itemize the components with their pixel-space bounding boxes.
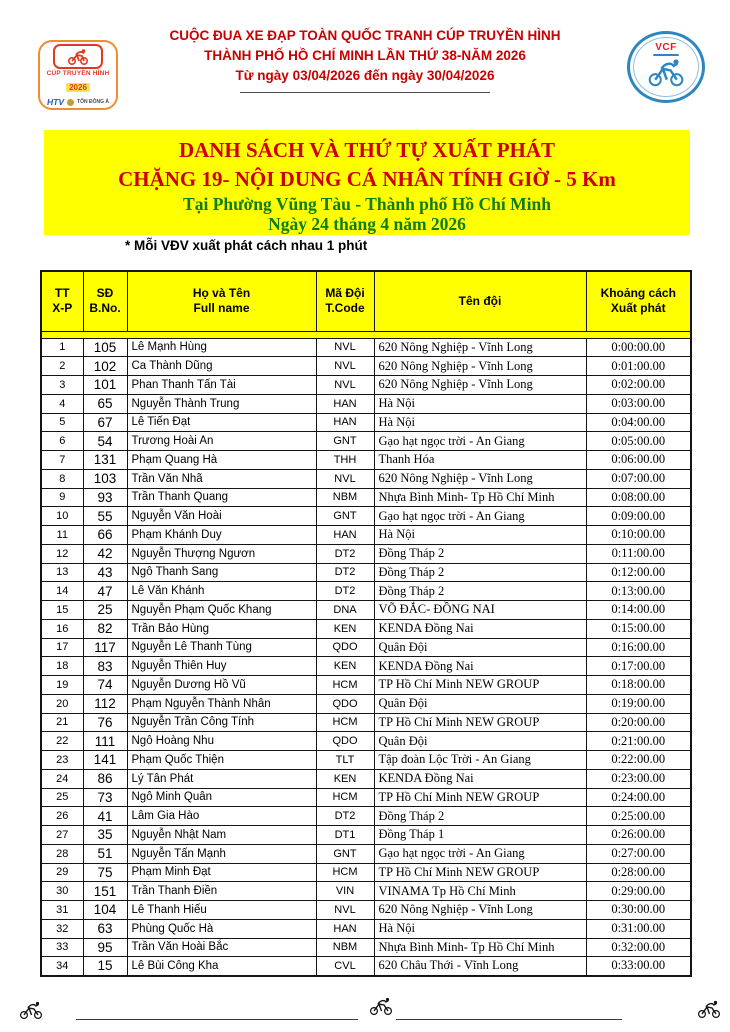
team-code-cell: KEN: [316, 769, 374, 788]
header-divider-line: [240, 92, 490, 93]
start-order-cell: 25: [41, 788, 83, 807]
team-name-cell: Đồng Tháp 2: [374, 544, 586, 563]
team-name-cell: Nhựa Bình Minh- Tp Hồ Chí Minh: [374, 938, 586, 957]
team-name-cell: Đồng Tháp 2: [374, 563, 586, 582]
bib-number-cell: 75: [83, 863, 127, 882]
table-row: [41, 938, 691, 957]
start-order-cell: 18: [41, 657, 83, 676]
bib-number-cell: 41: [83, 807, 127, 826]
start-order-cell: 17: [41, 638, 83, 657]
team-name-cell: TP Hồ Chí Minh NEW GROUP: [374, 713, 586, 732]
htv-logo: HTV: [47, 97, 65, 107]
table-row: [41, 788, 691, 807]
rider-name-cell: Ngô Hoàng Nhu: [127, 732, 316, 751]
team-code-cell: QDO: [316, 638, 374, 657]
table-row: [41, 732, 691, 751]
bib-number-cell: 76: [83, 713, 127, 732]
start-gap-cell: 0:33:00.00: [586, 957, 691, 976]
team-code-cell: KEN: [316, 619, 374, 638]
start-gap-cell: 0:18:00.00: [586, 676, 691, 695]
table-row: [41, 338, 691, 357]
rider-name-cell: Lê Văn Khánh: [127, 582, 316, 601]
table-row: [41, 769, 691, 788]
bib-number-cell: 82: [83, 619, 127, 638]
team-name-cell: Quân Đội: [374, 694, 586, 713]
start-gap-cell: 0:07:00.00: [586, 469, 691, 488]
col-header-full-name: Họ và Tên Full name: [127, 271, 316, 331]
start-gap-cell: 0:19:00.00: [586, 694, 691, 713]
team-code-cell: DT2: [316, 807, 374, 826]
col-header-team-name: Tên đội: [374, 271, 586, 331]
table-row: [41, 863, 691, 882]
start-order-cell: 13: [41, 563, 83, 582]
rider-name-cell: Ca Thành Dũng: [127, 357, 316, 376]
team-code-cell: QDO: [316, 732, 374, 751]
start-order-cell: 3: [41, 376, 83, 395]
bib-number-cell: 83: [83, 657, 127, 676]
team-code-cell: HAN: [316, 526, 374, 545]
col-header-bib-number: SĐ B.No.: [83, 271, 127, 331]
start-gap-cell: 0:00:00.00: [586, 338, 691, 357]
team-code-cell: DT2: [316, 563, 374, 582]
team-name-cell: Hà Nội: [374, 394, 586, 413]
start-order-cell: 16: [41, 619, 83, 638]
team-code-cell: NVL: [316, 469, 374, 488]
start-gap-cell: 0:22:00.00: [586, 751, 691, 770]
start-order-cell: 22: [41, 732, 83, 751]
bib-number-cell: 74: [83, 676, 127, 695]
team-code-cell: NVL: [316, 338, 374, 357]
start-order-cell: 23: [41, 751, 83, 770]
bib-number-cell: 86: [83, 769, 127, 788]
start-order-cell: 15: [41, 601, 83, 620]
team-code-cell: NVL: [316, 357, 374, 376]
bib-number-cell: 103: [83, 469, 127, 488]
rider-name-cell: Nguyễn Dương Hồ Vũ: [127, 676, 316, 695]
bib-number-cell: 151: [83, 882, 127, 901]
bib-number-cell: 66: [83, 526, 127, 545]
bib-number-cell: 54: [83, 432, 127, 451]
team-name-cell: 620 Nông Nghiệp - Vĩnh Long: [374, 901, 586, 920]
team-name-cell: 620 Nông Nghiệp - Vĩnh Long: [374, 357, 586, 376]
team-code-cell: GNT: [316, 507, 374, 526]
rider-name-cell: Phạm Quang Hà: [127, 451, 316, 470]
start-gap-cell: 0:01:00.00: [586, 357, 691, 376]
footer-signature-line: [76, 1019, 358, 1020]
table-row: [41, 713, 691, 732]
team-code-cell: DT2: [316, 582, 374, 601]
start-order-cell: 11: [41, 526, 83, 545]
bib-number-cell: 55: [83, 507, 127, 526]
table-row: [41, 394, 691, 413]
bib-number-cell: 105: [83, 338, 127, 357]
team-code-cell: HCM: [316, 713, 374, 732]
start-list-table: [40, 270, 692, 977]
start-order-cell: 28: [41, 844, 83, 863]
team-name-cell: 620 Châu Thới - Vĩnh Long: [374, 957, 586, 976]
bib-number-cell: 111: [83, 732, 127, 751]
bib-number-cell: 65: [83, 394, 127, 413]
start-gap-cell: 0:30:00.00: [586, 901, 691, 920]
rider-name-cell: Nguyễn Trần Công Tính: [127, 713, 316, 732]
banner-location: Tại Phường Vũng Tàu - Thành phố Hồ Chí Minh: [183, 194, 551, 214]
team-code-cell: NVL: [316, 376, 374, 395]
team-name-cell: Hà Nội: [374, 526, 586, 545]
table-row: [41, 807, 691, 826]
team-name-cell: Thanh Hóa: [374, 451, 586, 470]
team-name-cell: Hà Nội: [374, 919, 586, 938]
bib-number-cell: 47: [83, 582, 127, 601]
rider-name-cell: Nguyễn Tấn Mạnh: [127, 844, 316, 863]
bib-number-cell: 63: [83, 919, 127, 938]
bib-number-cell: 141: [83, 751, 127, 770]
rider-name-cell: Nguyễn Lê Thanh Tùng: [127, 638, 316, 657]
start-order-cell: 33: [41, 938, 83, 957]
start-order-cell: 8: [41, 469, 83, 488]
team-code-cell: TLT: [316, 751, 374, 770]
rider-name-cell: Ngô Minh Quân: [127, 788, 316, 807]
team-name-cell: Đồng Tháp 2: [374, 807, 586, 826]
table-row: [41, 488, 691, 507]
bib-number-cell: 112: [83, 694, 127, 713]
rider-name-cell: Nguyễn Thành Trung: [127, 394, 316, 413]
table-row: [41, 826, 691, 845]
table-row: [41, 751, 691, 770]
table-row: [41, 507, 691, 526]
bib-number-cell: 117: [83, 638, 127, 657]
rider-name-cell: Phạm Khánh Duy: [127, 526, 316, 545]
table-row: [41, 432, 691, 451]
rider-name-cell: Lê Thanh Hiếu: [127, 901, 316, 920]
banner-date: Ngày 24 tháng 4 năm 2026: [268, 214, 466, 234]
bib-number-cell: 67: [83, 413, 127, 432]
rider-name-cell: Trần Văn Hoài Bắc: [127, 938, 316, 957]
vcf-label: VCF: [655, 42, 677, 53]
team-code-cell: DNA: [316, 601, 374, 620]
team-code-cell: HAN: [316, 919, 374, 938]
team-name-cell: 620 Nông Nghiệp - Vĩnh Long: [374, 469, 586, 488]
start-gap-cell: 0:13:00.00: [586, 582, 691, 601]
team-name-cell: Tập đoàn Lộc Trời - An Giang: [374, 751, 586, 770]
table-row: [41, 357, 691, 376]
start-gap-cell: 0:08:00.00: [586, 488, 691, 507]
rider-name-cell: Phạm Nguyễn Thành Nhân: [127, 694, 316, 713]
start-order-cell: 9: [41, 488, 83, 507]
table-row: [41, 657, 691, 676]
bib-number-cell: 43: [83, 563, 127, 582]
start-order-cell: 10: [41, 507, 83, 526]
banner-title: DANH SÁCH VÀ THỨ TỰ XUẤT PHÁT: [178, 138, 556, 162]
start-gap-cell: 0:09:00.00: [586, 507, 691, 526]
start-order-cell: 12: [41, 544, 83, 563]
team-name-cell: Quân Đội: [374, 638, 586, 657]
start-gap-cell: 0:12:00.00: [586, 563, 691, 582]
team-name-cell: 620 Nông Nghiệp - Vĩnh Long: [374, 376, 586, 395]
start-gap-cell: 0:26:00.00: [586, 826, 691, 845]
start-order-cell: 21: [41, 713, 83, 732]
start-gap-cell: 0:17:00.00: [586, 657, 691, 676]
team-code-cell: CVL: [316, 957, 374, 976]
bib-number-cell: 73: [83, 788, 127, 807]
team-name-cell: Quân Đội: [374, 732, 586, 751]
bib-number-cell: 35: [83, 826, 127, 845]
start-gap-cell: 0:15:00.00: [586, 619, 691, 638]
rider-name-cell: Lâm Gia Hào: [127, 807, 316, 826]
team-code-cell: DT2: [316, 544, 374, 563]
start-order-cell: 29: [41, 863, 83, 882]
start-order-cell: 2: [41, 357, 83, 376]
rider-name-cell: Trần Văn Nhã: [127, 469, 316, 488]
table-row: [41, 844, 691, 863]
bib-number-cell: 42: [83, 544, 127, 563]
team-code-cell: HAN: [316, 394, 374, 413]
footer-cyclist-icon: [368, 996, 394, 1016]
table-row: [41, 582, 691, 601]
start-gap-cell: 0:10:00.00: [586, 526, 691, 545]
team-name-cell: TP Hồ Chí Minh NEW GROUP: [374, 863, 586, 882]
start-order-cell: 19: [41, 676, 83, 695]
start-gap-cell: 0:21:00.00: [586, 732, 691, 751]
sponsor-name: TÔN ĐÔNG Á: [77, 99, 109, 105]
start-order-cell: 26: [41, 807, 83, 826]
table-row: [41, 563, 691, 582]
footer-signature-line: [396, 1019, 622, 1020]
rider-name-cell: Trương Hoài An: [127, 432, 316, 451]
table-row: [41, 601, 691, 620]
bib-number-cell: 95: [83, 938, 127, 957]
start-gap-cell: 0:23:00.00: [586, 769, 691, 788]
start-order-cell: 27: [41, 826, 83, 845]
table-row: [41, 469, 691, 488]
team-code-cell: QDO: [316, 694, 374, 713]
rider-name-cell: Trần Bảo Hùng: [127, 619, 316, 638]
bib-number-cell: 131: [83, 451, 127, 470]
team-code-cell: HCM: [316, 676, 374, 695]
table-row: [41, 676, 691, 695]
bib-number-cell: 104: [83, 901, 127, 920]
start-order-cell: 1: [41, 338, 83, 357]
table-row: [41, 919, 691, 938]
team-name-cell: TP Hồ Chí Minh NEW GROUP: [374, 788, 586, 807]
start-order-cell: 4: [41, 394, 83, 413]
footer-cyclist-icon: [18, 1000, 44, 1020]
start-gap-cell: 0:28:00.00: [586, 863, 691, 882]
bib-number-cell: 15: [83, 957, 127, 976]
start-gap-cell: 0:24:00.00: [586, 788, 691, 807]
start-gap-cell: 0:06:00.00: [586, 451, 691, 470]
stage-banner: [44, 130, 690, 235]
team-name-cell: Nhựa Bình Minh- Tp Hồ Chí Minh: [374, 488, 586, 507]
cup-logo-title: CÚP TRUYỀN HÌNH: [46, 70, 110, 77]
race-title-line2: THÀNH PHỐ HỒ CHÍ MINH LẦN THỨ 38-NĂM 2026: [204, 48, 526, 63]
team-name-cell: KENDA Đồng Nai: [374, 657, 586, 676]
team-code-cell: DT1: [316, 826, 374, 845]
start-gap-cell: 0:03:00.00: [586, 394, 691, 413]
bib-number-cell: 25: [83, 601, 127, 620]
rider-name-cell: Ngô Thanh Sang: [127, 563, 316, 582]
footer-cyclist-icon: [696, 999, 722, 1019]
start-order-cell: 5: [41, 413, 83, 432]
team-name-cell: VÕ ĐẮC- ĐỒNG NAI: [374, 601, 586, 620]
table-row: [41, 413, 691, 432]
rider-name-cell: Nguyễn Phạm Quốc Khang: [127, 601, 316, 620]
start-gap-cell: 0:16:00.00: [586, 638, 691, 657]
rider-name-cell: Phùng Quốc Hà: [127, 919, 316, 938]
start-order-cell: 32: [41, 919, 83, 938]
team-code-cell: GNT: [316, 844, 374, 863]
bib-number-cell: 51: [83, 844, 127, 863]
team-name-cell: KENDA Đồng Nai: [374, 619, 586, 638]
team-code-cell: VIN: [316, 882, 374, 901]
rider-name-cell: Nguyễn Nhật Nam: [127, 826, 316, 845]
rider-name-cell: Lê Mạnh Hùng: [127, 338, 316, 357]
team-name-cell: Gạo hạt ngọc trời - An Giang: [374, 844, 586, 863]
start-order-cell: 20: [41, 694, 83, 713]
start-gap-cell: 0:31:00.00: [586, 919, 691, 938]
rider-name-cell: Phạm Quốc Thiện: [127, 751, 316, 770]
team-code-cell: HAN: [316, 413, 374, 432]
team-name-cell: KENDA Đồng Nai: [374, 769, 586, 788]
header-separator-strip: [41, 331, 691, 338]
start-gap-cell: 0:11:00.00: [586, 544, 691, 563]
start-order-cell: 7: [41, 451, 83, 470]
team-code-cell: GNT: [316, 432, 374, 451]
start-gap-cell: 0:25:00.00: [586, 807, 691, 826]
col-header-team-code: Mã Đội T.Code: [316, 271, 374, 331]
start-order-cell: 31: [41, 901, 83, 920]
table-row: [41, 526, 691, 545]
team-name-cell: VINAMA Tp Hồ Chí Minh: [374, 882, 586, 901]
start-interval-note: * Mỗi VĐV xuất phát cách nhau 1 phút: [125, 238, 368, 253]
rider-name-cell: Phạm Minh Đạt: [127, 863, 316, 882]
table-row: [41, 901, 691, 920]
team-code-cell: KEN: [316, 657, 374, 676]
race-date-range: Từ ngày 03/04/2026 đến ngày 30/04/2026: [235, 68, 495, 83]
start-order-cell: 6: [41, 432, 83, 451]
start-gap-cell: 0:04:00.00: [586, 413, 691, 432]
team-name-cell: Gạo hạt ngọc trời - An Giang: [374, 432, 586, 451]
team-name-cell: Gạo hạt ngọc trời - An Giang: [374, 507, 586, 526]
start-order-cell: 14: [41, 582, 83, 601]
team-name-cell: 620 Nông Nghiệp - Vĩnh Long: [374, 338, 586, 357]
col-header-start-gap: Khoảng cách Xuất phát: [586, 271, 691, 331]
table-header: [41, 271, 691, 338]
team-code-cell: HCM: [316, 863, 374, 882]
start-list-body: [41, 338, 691, 976]
start-order-cell: 24: [41, 769, 83, 788]
rider-name-cell: Nguyễn Văn Hoài: [127, 507, 316, 526]
start-gap-cell: 0:05:00.00: [586, 432, 691, 451]
team-code-cell: HCM: [316, 788, 374, 807]
table-row: [41, 376, 691, 395]
start-order-cell: 34: [41, 957, 83, 976]
team-name-cell: Hà Nội: [374, 413, 586, 432]
cup-logo-year: 2026: [66, 83, 90, 92]
team-name-cell: TP Hồ Chí Minh NEW GROUP: [374, 676, 586, 695]
team-name-cell: Đồng Tháp 2: [374, 582, 586, 601]
table-row: [41, 544, 691, 563]
bib-number-cell: 93: [83, 488, 127, 507]
table-row: [41, 882, 691, 901]
bib-number-cell: 102: [83, 357, 127, 376]
start-order-cell: 30: [41, 882, 83, 901]
rider-name-cell: Trần Thanh Quang: [127, 488, 316, 507]
table-row: [41, 694, 691, 713]
team-code-cell: THH: [316, 451, 374, 470]
rider-name-cell: Lê Bùi Công Kha: [127, 957, 316, 976]
bib-number-cell: 101: [83, 376, 127, 395]
table-row: [41, 638, 691, 657]
sponsor-coin-icon: [67, 99, 74, 106]
rider-name-cell: Trần Thanh Điền: [127, 882, 316, 901]
banner-stage: CHẶNG 19- NỘI DUNG CÁ NHÂN TÍNH GIỜ - 5 Km: [118, 167, 616, 191]
rider-name-cell: Nguyễn Thượng Ngươn: [127, 544, 316, 563]
team-code-cell: NVL: [316, 901, 374, 920]
start-gap-cell: 0:32:00.00: [586, 938, 691, 957]
table-row: [41, 451, 691, 470]
team-code-cell: NBM: [316, 938, 374, 957]
rider-name-cell: Phan Thanh Tấn Tài: [127, 376, 316, 395]
document-header: [0, 26, 730, 86]
start-gap-cell: 0:02:00.00: [586, 376, 691, 395]
table-row: [41, 957, 691, 976]
col-header-start-order: TT X-P: [41, 271, 83, 331]
team-name-cell: Đồng Tháp 1: [374, 826, 586, 845]
start-gap-cell: 0:14:00.00: [586, 601, 691, 620]
team-code-cell: NBM: [316, 488, 374, 507]
start-gap-cell: 0:20:00.00: [586, 713, 691, 732]
rider-name-cell: Nguyễn Thiên Huy: [127, 657, 316, 676]
start-gap-cell: 0:29:00.00: [586, 882, 691, 901]
table-row: [41, 619, 691, 638]
rider-name-cell: Lý Tân Phát: [127, 769, 316, 788]
start-gap-cell: 0:27:00.00: [586, 844, 691, 863]
rider-name-cell: Lê Tiến Đạt: [127, 413, 316, 432]
race-title-line1: CUỘC ĐUA XE ĐẠP TOÀN QUỐC TRANH CÚP TRUYỀN HÌNH: [169, 28, 561, 43]
